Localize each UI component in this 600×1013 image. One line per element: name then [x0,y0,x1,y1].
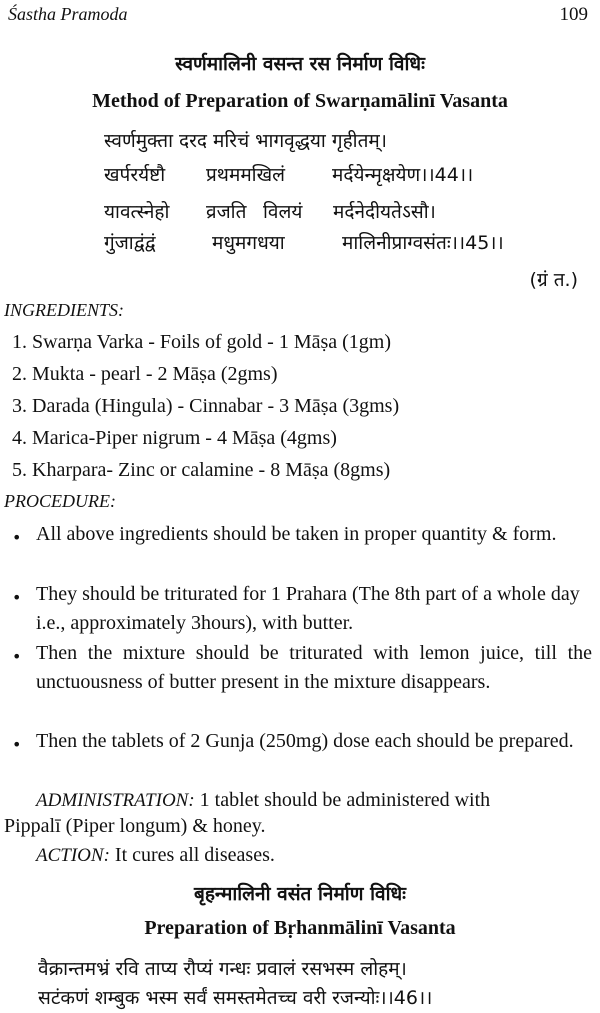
ingredient-item: 3. Darada (Hingula) - Cinnabar - 3 Māṣa (3gms) [12,395,400,417]
sanskrit-heading-2: बृहन्मालिनी वसंत निर्माण विधिः [193,883,407,905]
administration-text-cont: Pippalī (Piper longum) & honey. [4,815,266,837]
ingredient-item: 2. Mukta - pearl - 2 Māṣa (2gms) [12,363,278,385]
bullet-dot-icon: • [12,735,22,754]
source-reference: (ग्रं त.) [529,269,578,291]
administration-label: ADMINISTRATION: [36,790,195,811]
verse-line-4-part-3: मालिनीप्राग्वसंतः।।45।। [342,232,504,254]
verse-line: वैक्रान्तमभ्रं रवि ताप्य रौप्यं गन्धः प्रवालं रसभस्म लोहम्। [38,958,407,980]
procedure-step: All above ingredients should be taken in proper quantity & form. [36,523,557,545]
procedure-step: Then the tablets of 2 Gunja (250mg) dose each should be prepared. [36,730,574,752]
ingredient-item: 5. Kharpara- Zinc or calamine - 8 Māṣa (8gms) [12,459,391,481]
verse-line-3-part-1: यावत्स्नेहो [104,201,170,223]
administration-paragraph [36,786,592,815]
verse-line-2-part-2: प्रथममखिलं [206,164,286,186]
verse-line-2-part-1: खर्परर्यष्टौ [104,164,166,186]
verse-line-4-part-2: मधुमगधया [212,232,285,254]
administration-text: 1 tablet should be administered with [199,789,491,811]
verse-line-2-part-3: मर्दयेन्मृक्षयेण।।44।। [332,164,474,186]
bullet-dot-icon: • [12,528,22,547]
verse-line-3-part-3: विलयं [263,201,303,223]
verse-line-4-part-1: गुंजाद्वंद्वं [104,232,156,254]
english-heading-2: Preparation of Bṛhanmālinī Vasanta [144,917,456,939]
sanskrit-heading-1: स्वर्णमालिनी वसन्त रस निर्माण विधिः [175,53,425,75]
verse-line-3-part-5: ऽसौ। [402,201,436,223]
procedure-label: PROCEDURE: [4,491,116,511]
action-label: ACTION: [36,845,110,866]
procedure-step: They should be triturated for 1 Prahara (The 8th part of a whole day i.e., approximately 3hours), with butter. [36,583,580,634]
ingredient-item: 1. Swarṇa Varka - Foils of gold - 1 Māṣa (1gm) [12,331,392,353]
verse-line: सटंकणं शम्बुक भस्म सर्वं समस्तमेतच्च वरी रजन्योः।।46।। [38,987,433,1009]
action-paragraph [36,844,275,867]
ingredients-label: INGREDIENTS: [4,300,124,320]
ingredient-item: 4. Marica-Piper nigrum - 4 Māṣa (4gms) [12,427,337,449]
procedure-step: Then the mixture should be triturated with lemon juice, till the unctuousness of butter present in the mixture disappears. [36,642,592,693]
action-text: It cures all diseases. [114,844,275,866]
running-header-title: Śastha Pramoda [8,4,128,24]
verse-line-1: स्वर्णमुक्ता दरद मरिचं भागवृद्धया गृहीतम्। [104,130,387,152]
verse-line-3-part-2: व्रजति [206,201,247,223]
bullet-dot-icon: • [12,588,22,607]
english-heading-1: Method of Preparation of Swarṇamālinī Vasanta [92,90,508,112]
bullet-dot-icon: • [12,647,22,666]
verse-line-3-part-4: मर्दनेदीयते [333,201,402,223]
page-number: 109 [559,4,588,25]
